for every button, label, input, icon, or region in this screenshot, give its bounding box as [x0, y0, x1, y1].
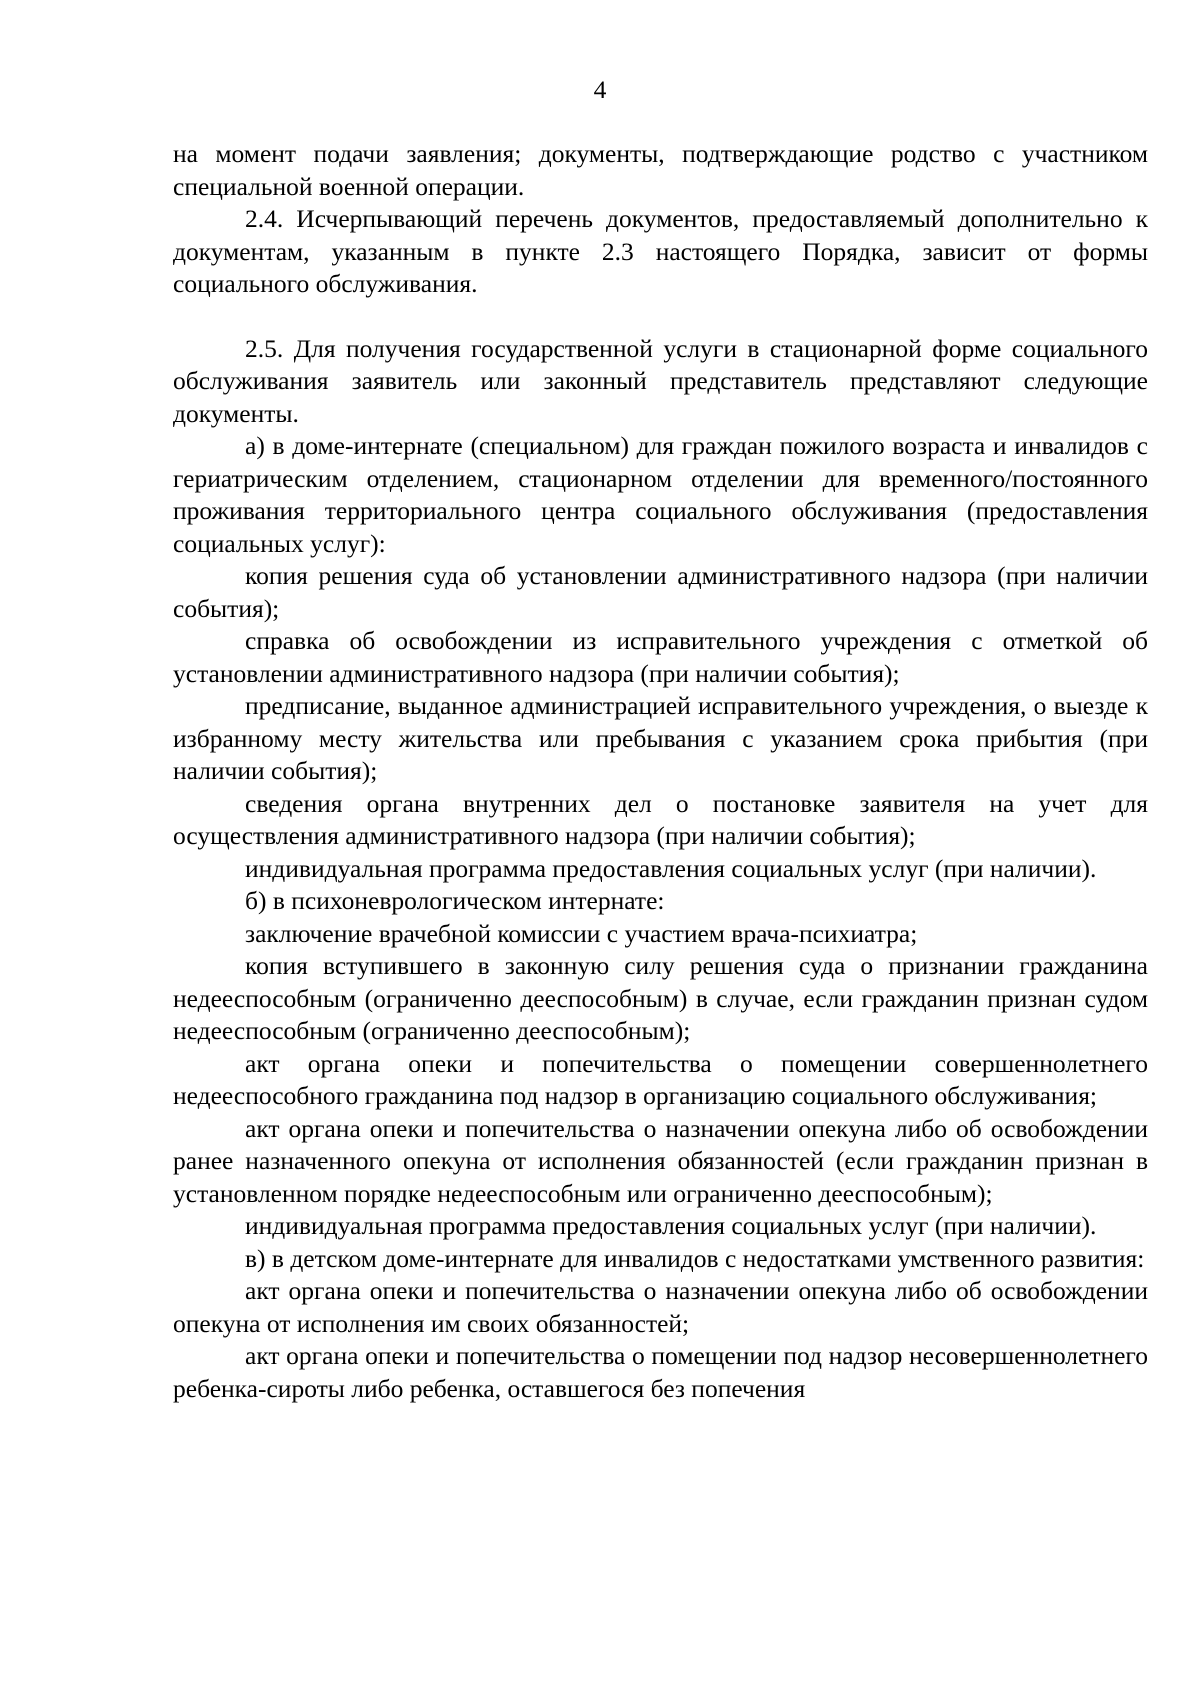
- paragraph-item-b: б) в психоневрологическом интернате:: [245, 886, 665, 915]
- paragraph-individual-program-a: индивидуальная программа предоставления социальных услуг (при наличии).: [245, 853, 1097, 883]
- paragraph-guardian-appointment-child: акт органа опеки и попечительства о назначении опекуна либо об освобождении опекуна от исполнения им своих обязанностей;: [173, 1276, 1148, 1338]
- paragraph-guardianship-placement: акт органа опеки и попечительства о помещении совершеннолетнего недееспособного гражданина под надзор в организацию социального обслуживания;: [173, 1048, 1148, 1110]
- paragraph-item-v: в) в детском доме-интернате для инвалидов с недостатками умственного развития:: [245, 1243, 1145, 1273]
- paragraph-guardian-appointment: акт органа опеки и попечительства о назначении опекуна либо об освобождении ранее назначенного опекуна от исполнения обязанностей (если гражданин признан в установленном порядке недееспособным или ограниченно дееспособным);: [173, 1113, 1148, 1208]
- paragraph-2-4: 2.4. Исчерпывающий перечень документов, предоставляемый дополнительно к документам, указанным в пункте 2.3 настоящего Порядка, зависит от формы социального обслуживания.: [173, 204, 1148, 298]
- paragraph-2-5: 2.5. Для получения государственной услуги в стационарной форме социального обслуживания заявитель или законный представитель представляют следующие документы.: [173, 333, 1148, 428]
- paragraph-administration-order: предписание, выданное администрацией исправительного учреждения, о выезде к избранному месту жительства или пребывания с указанием срока прибытия (при наличии события);: [173, 691, 1148, 785]
- paragraph-item-a: а) в доме-интернате (специальном) для граждан пожилого возраста и инвалидов с гериатрическим отделением, стационарном отделении для временного/постоянного проживания территориального центра социального обслуживания (предоставления социальных услуг):: [173, 431, 1148, 558]
- paragraph-release-certificate: справка об освобождении из исправительного учреждения с отметкой об установлении административного надзора (при наличии события);: [173, 626, 1148, 688]
- paragraph-individual-program-b: индивидуальная программа предоставления социальных услуг (при наличии).: [245, 1211, 1097, 1240]
- paragraph-medical-commission: заключение врачебной комиссии с участием врача-психиатра;: [245, 918, 918, 948]
- paragraph-orphan-placement: акт органа опеки и попечительства о помещении под надзор несовершеннолетнего ребенка-сироты либо ребенка, оставшегося без попечения: [173, 1341, 1148, 1403]
- paragraph-continuation: на момент подачи заявления; документы, подтверждающие родство с участником специальной военной операции.: [173, 139, 1148, 201]
- document-body: [173, 138, 1148, 1405]
- paragraph-police-information: сведения органа внутренних дел о постановке заявителя на учет для осуществления административного надзора (при наличии события);: [173, 788, 1148, 850]
- paragraph-incapacity-decision: копия вступившего в законную силу решения суда о признании гражданина недееспособным (ограниченно дееспособным) в случае, если гражданин признан судом недееспособным (ограниченно дееспособным);: [173, 951, 1148, 1045]
- page-number: 4: [593, 75, 607, 104]
- paragraph-court-decision-copy: копия решения суда об установлении административного надзора (при наличии события);: [173, 561, 1148, 623]
